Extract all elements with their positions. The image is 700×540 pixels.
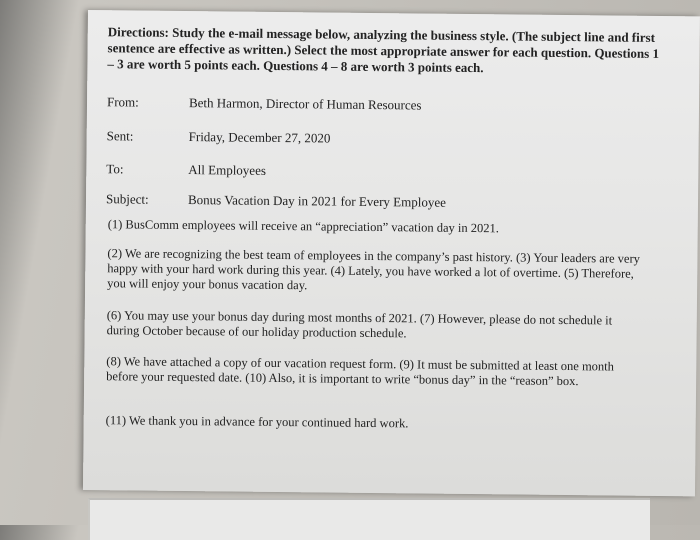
sent-label: Sent: [106,128,134,144]
directions-text: Directions: Study the e-mail message below, analyzing the business style. (The subject line and first sentence are effective as written.) Select the most appropriate answer for each question. Questions 1 – 3 are worth 5 points each. Questions 4 – 8 are worth 3 points each. [107,24,660,76]
email-paragraph-1: (1) BusComm employees will receive an “appreciation” vacation day in 2021. [107,217,500,236]
email-paragraph-2: (2) We are recognizing the best team of employees in the company’s past history. (3) Your leaders are very happy with your hard work during this year. (4) Lately, you have worked a lot of overtime. (5) Therefore, you will enjoy your bonus vacation day. [107,246,641,293]
email-paragraph-5: (11) We thank you in advance for your continued hard work. [105,413,409,431]
to-value: All Employees [188,162,267,178]
worksheet-page [83,10,700,496]
email-paragraph-3: (6) You may use your bonus day during most months of 2021. (7) However, please do not schedule it during October because of our holiday production schedule. [106,308,613,341]
subject-value: Bonus Vacation Day in 2021 for Every Employee [187,192,446,210]
email-paragraph-4: (8) We have attached a copy of our vacation request form. (9) It must be submitted at least one month before your requested date. (10) Also, it is important to write “bonus day” in the “reason” box. [106,354,615,389]
to-label: To: [106,161,124,177]
from-value: Beth Harmon, Director of Human Resources [188,95,422,113]
sent-value: Friday, December 27, 2020 [188,129,331,146]
next-page-edge [88,498,650,540]
from-label: From: [106,94,139,110]
subject-label: Subject: [105,191,149,207]
